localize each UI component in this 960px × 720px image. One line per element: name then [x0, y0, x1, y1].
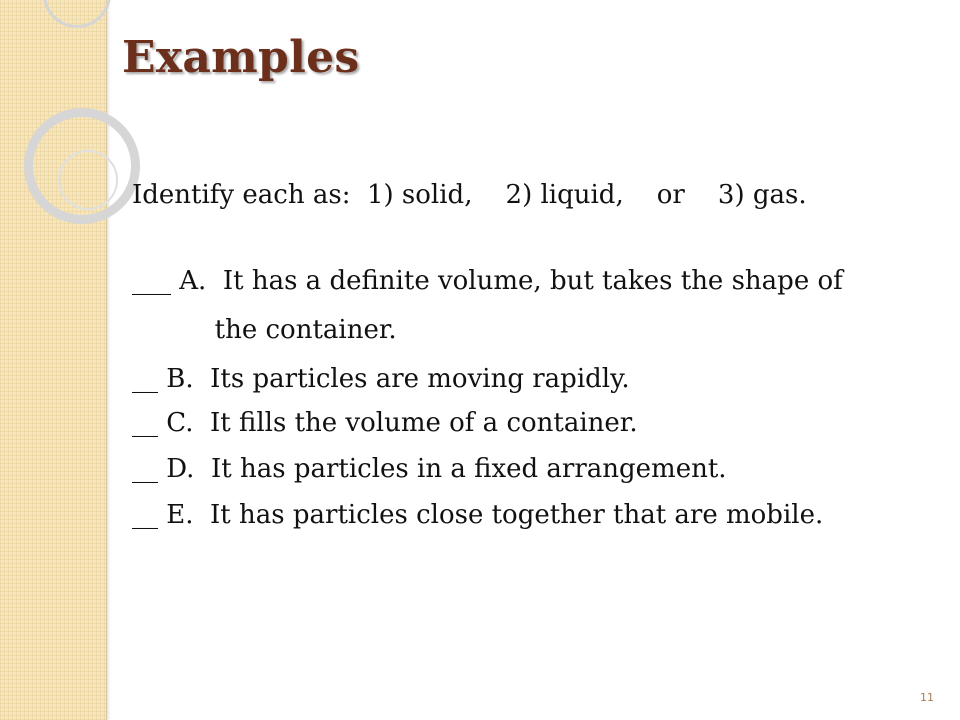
question-item-a: ___ A. It has a definite volume, but takes the shape of: [132, 266, 843, 296]
slide-title: Examples: [122, 32, 360, 83]
instruction-text: Identify each as: 1) solid, 2) liquid, or 3) gas.: [132, 180, 807, 210]
question-item-b: __ B. Its particles are moving rapidly.: [132, 364, 630, 394]
question-item-a-continued: the container.: [132, 315, 397, 345]
slide-body: [132, 178, 932, 530]
decorative-circle: [58, 150, 118, 210]
page-number: 11: [920, 691, 934, 704]
question-item-c: __ C. It fills the volume of a container.: [132, 408, 638, 438]
question-item-e: __ E. It has particles close together that are mobile.: [132, 500, 824, 530]
question-item-d: __ D. It has particles in a fixed arrangement.: [132, 454, 727, 484]
